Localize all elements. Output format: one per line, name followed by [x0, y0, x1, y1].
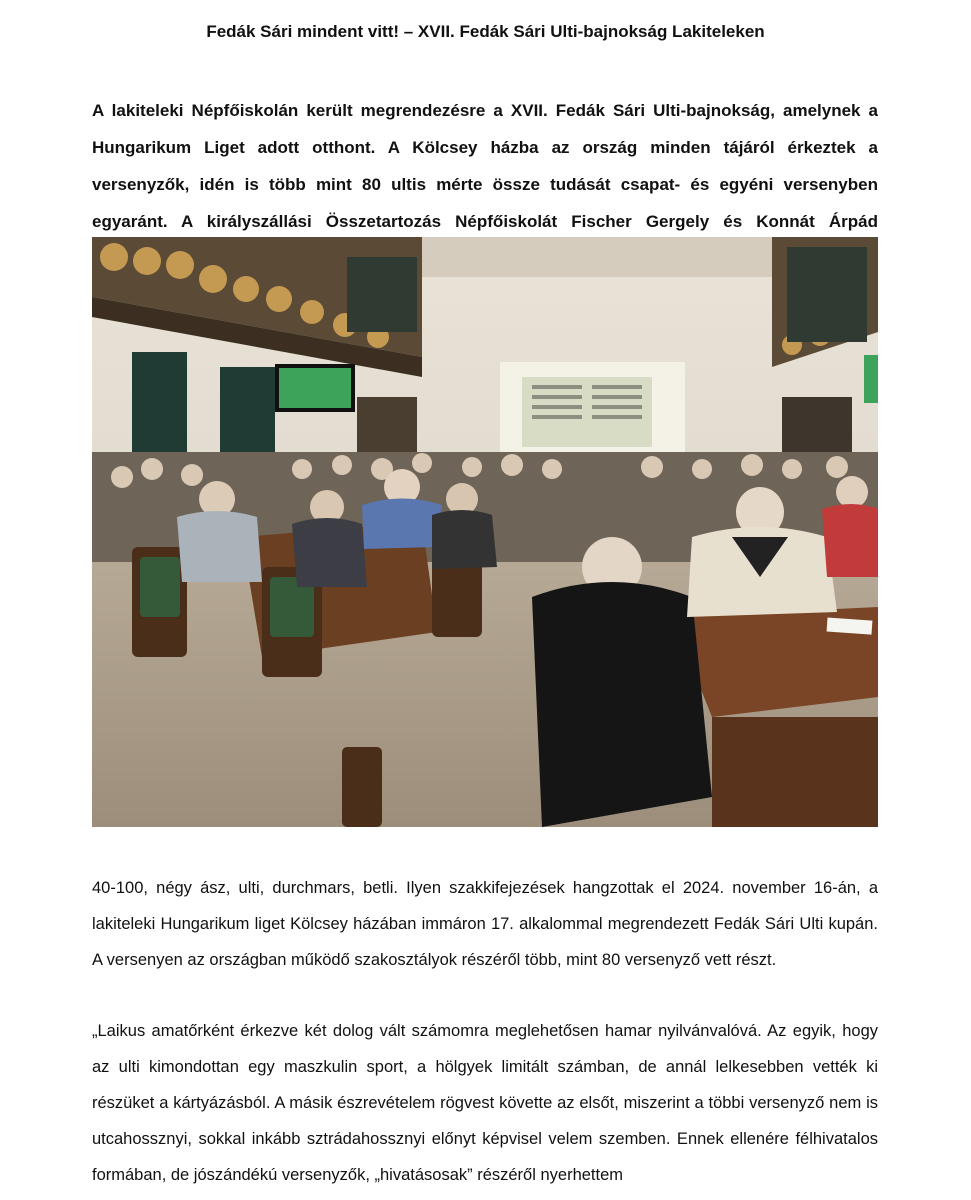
lead-paragraph: A lakiteleki Népfőiskolán került megrendezésre a XVII. Fedák Sári Ulti-bajnokság, amelynek a Hungarikum Liget adott otthont. A Kölcsey házba az ország minden tájáról érkeztek a versenyzők, idén is több mint 80 ultis mérte össze tudását csapat- és egyéni versenyben egyaránt. A királyszállási Összetartozás Népfőiskolát Fischer Gergely és Konnát Árpád: [92, 101, 878, 231]
body-paragraph-2: „Laikus amatőrként érkezve két dolog vált számomra meglehetősen hamar nyilvánvalóvá. Az egyik, hogy az ulti kimondottan egy maszkulin sport, a hölgyek limitált számban, de annál lelkesebben vették ki részüket a kártyázásból. A másik észrevételem rögvest követte az elsőt, miszerint a többi versenyző nem is utcahossznyi, sokkal inkább sztrádahossznyi előnyt képvisel velem szemben. Ennek ellenére félhivatalos formában, de jószándékú versenyzők, „hivatásosak” részéről nyerhettem: [92, 1022, 878, 1184]
article-title: Fedák Sári mindent vitt! – XVII. Fedák Sári Ulti-bajnokság Lakiteleken: [206, 22, 765, 41]
tournament-photo: [92, 237, 878, 827]
body-paragraph-1: 40-100, négy ász, ulti, durchmars, betli. Ilyen szakkifejezések hangzottak el 2024. november 16-án, a lakiteleki Hungarikum liget Kölcsey házában immáron 17. alkalommal megrendezett Fedák Sári Ulti kupán. A versenyen az országban működő szakosztályok részéről több, mint 80 versenyző vett részt.: [92, 879, 878, 969]
